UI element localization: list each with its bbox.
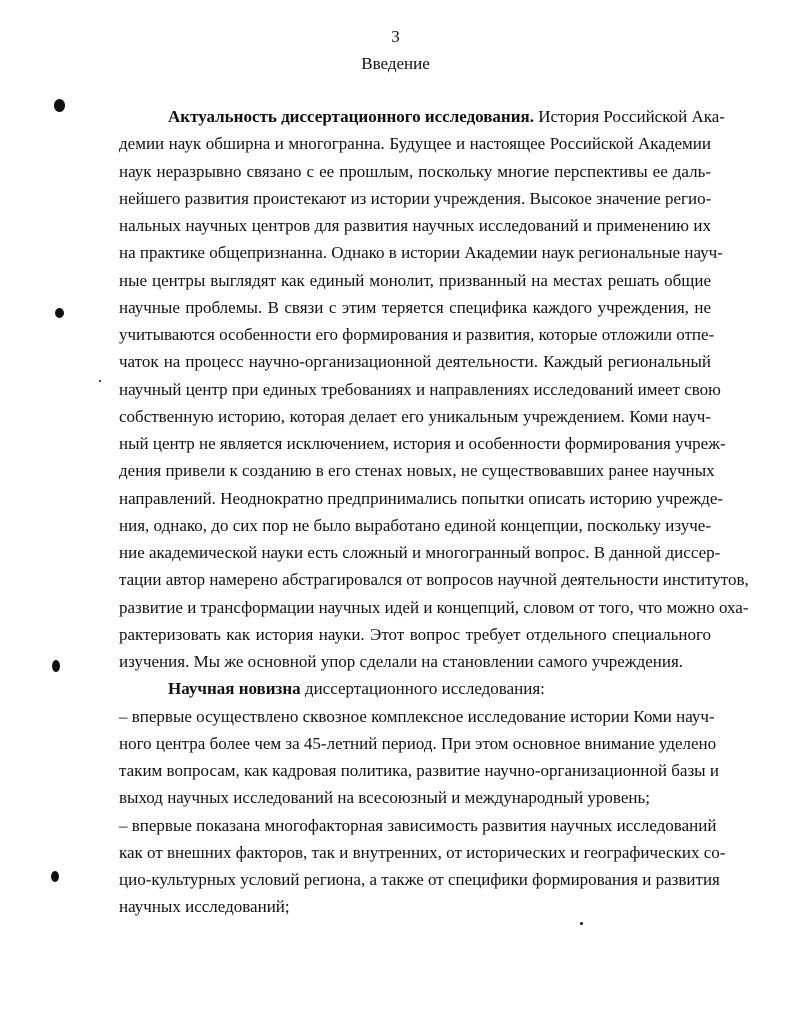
- list-item-line: ного центра более чем за 45-летний период. При этом основное внимание уделено: [119, 733, 717, 753]
- text-fragment: диссертационного исследования:: [300, 679, 545, 699]
- paragraph-line: направлений. Неоднократно предпринимались попытки описать историю учрежде-: [119, 488, 724, 508]
- paragraph-line: нейшего развития проистекают из истории учреждения. Высокое значение регио-: [119, 188, 712, 208]
- paragraph-line: чаток на процесс научно-организационной деятельности. Каждый региональный: [119, 352, 711, 372]
- text-fragment: История Российской Ака-: [538, 107, 725, 126]
- paragraph-line: дения привели к созданию в его стенах новых, не существовавших ранее научных: [119, 461, 715, 481]
- paragraph-line: ния, однако, до сих пор не было выработано единой концепции, поскольку изуче-: [119, 515, 711, 535]
- paragraph-line: изучения. Мы же основной упор сделали на становлении самого учреждения.: [119, 652, 684, 671]
- paragraph-line: нальных научных центров для развития научных исследований и применению их: [119, 216, 711, 235]
- scan-mark: [52, 660, 60, 672]
- scan-mark: [51, 871, 59, 882]
- paragraph-line: на практике общепризнанна. Однако в истории Академии наук региональные науч-: [119, 243, 723, 263]
- scan-mark: [54, 99, 65, 112]
- section-heading-relevance: Актуальность диссертационного исследования.: [168, 107, 534, 126]
- paragraph-line: научные проблемы. В связи с этим теряется специфика каждого учреждения, не: [119, 297, 711, 317]
- paragraph-line: собственную историю, которая делает его уникальным учреждением. Коми науч-: [119, 406, 711, 426]
- list-item-line: – впервые осуществлено сквозное комплексное исследование истории Коми науч-: [119, 706, 715, 726]
- list-item-line: цио-культурных условий региона, а также от специфики формирования и развития: [119, 870, 720, 889]
- paragraph-line: развитие и трансформации научных идей и концепций, словом от того, что можно оха-: [119, 597, 749, 617]
- paragraph-line: ные центры выглядят как единый монолит, призванный на местах решать общие: [119, 270, 711, 290]
- scan-mark: [99, 380, 101, 382]
- paragraph-line: ние академической науки есть сложный и многогранный вопрос. В данной диссер-: [119, 543, 721, 562]
- page-title: Введение: [361, 54, 430, 73]
- document-body: [119, 103, 749, 921]
- paragraph-line: учитываются особенности его формирования и развития, которые отложили отпе-: [119, 325, 715, 344]
- list-item-line: выход научных исследований на всесоюзный и международный уровень;: [119, 788, 650, 808]
- paragraph-line: рактеризовать как история науки. Этот вопрос требует отдельного специального: [119, 624, 711, 644]
- scan-mark: [55, 308, 64, 318]
- list-item-line: научных исследований;: [119, 897, 290, 917]
- paragraph-line: [119, 103, 725, 130]
- paragraph-line: тации автор намерено абстрагировался от вопросов научной деятельности институтов,: [119, 570, 749, 590]
- list-item-line: – впервые показана многофакторная зависимость развития научных исследований: [119, 815, 717, 835]
- paragraph-line: [119, 675, 711, 702]
- list-item-line: таким вопросам, как кадровая политика, развитие научно-организационной базы и: [119, 761, 719, 780]
- paragraph-line: ный центр не является исключением, история и особенности формирования учреж-: [119, 434, 726, 453]
- page-number: 3: [391, 27, 400, 46]
- paragraph-line: демии наук обширна и многогранна. Будущее и настоящее Российской Академии: [119, 134, 711, 154]
- paragraph-line: наук неразрывно связано с ее прошлым, поскольку многие перспективы ее даль-: [119, 161, 711, 181]
- section-heading-novelty: Научная новизна: [168, 679, 301, 699]
- paragraph-line: научный центр при единых требованиях и направлениях исследований имеет свою: [119, 379, 721, 399]
- scan-mark: [580, 922, 583, 925]
- list-item-line: как от внешних факторов, так и внутренних, от исторических и географических со-: [119, 842, 726, 862]
